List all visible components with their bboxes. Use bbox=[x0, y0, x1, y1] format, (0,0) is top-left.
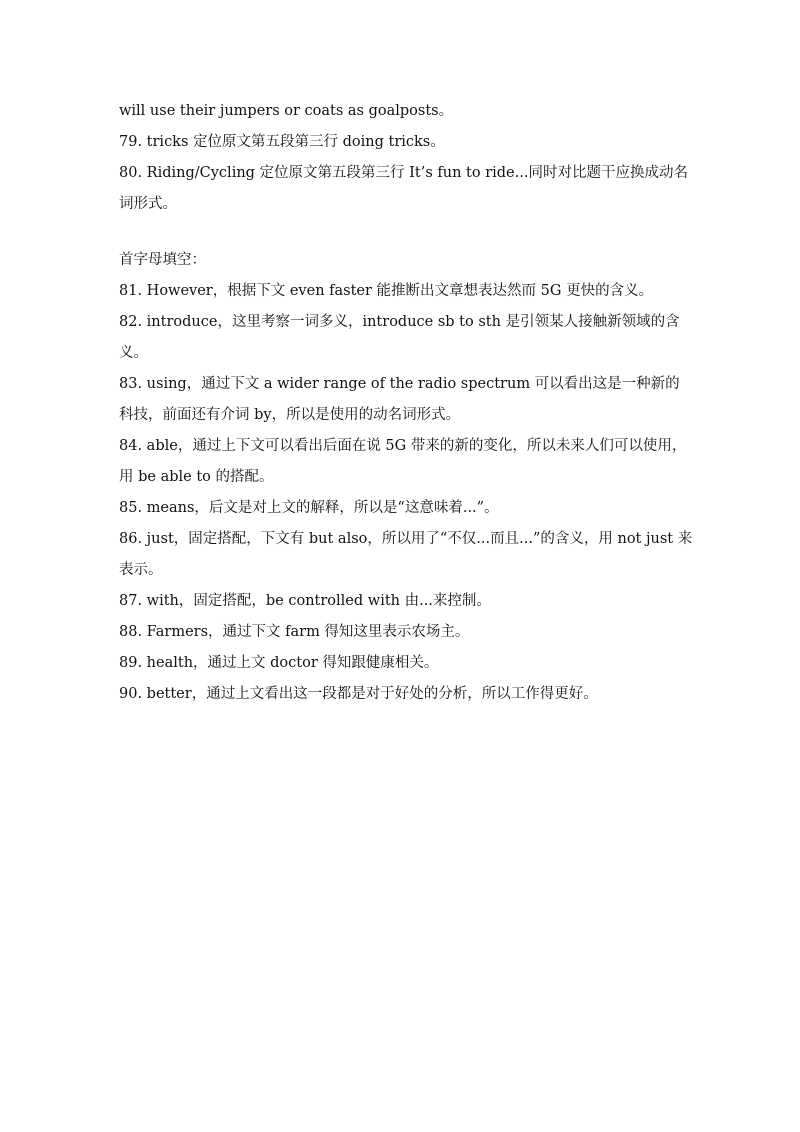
answer-89: 89. health，通过上文 doctor 得知跟健康相关。 bbox=[119, 655, 439, 671]
answer-88: 88. Farmers，通过下文 farm 得知这里表示农场主。 bbox=[119, 624, 470, 640]
answer-82: 82. introduce，这里考察一词多义，introduce sb to sth 是引领某人接触新领域的含义。 bbox=[119, 314, 680, 361]
answer-79: 79. tricks 定位原文第五段第三行 doing tricks。 bbox=[119, 134, 445, 150]
answer-83: 83. using，通过下文 a wider range of the radio spectrum 可以看出这是一种新的科技，前面还有介词 by，所以是使用的动名词形式。 bbox=[119, 376, 680, 423]
answer-90: 90. better，通过上文看出这一段都是对于好处的分析，所以工作得更好。 bbox=[119, 686, 598, 702]
answer-85: 85. means，后文是对上文的解释，所以是“这意味着...”。 bbox=[119, 500, 499, 516]
answer-80: 80. Riding/Cycling 定位原文第五段第三行 It’s fun to ride...同时对比题干应换成动名词形式。 bbox=[119, 165, 688, 212]
answer-86: 86. just，固定搭配，下文有 but also，所以用了“不仅...而且...”的含义，用 not just 来表示。 bbox=[119, 531, 693, 578]
section-gap bbox=[119, 220, 693, 245]
answer-87: 87. with，固定搭配，be controlled with 由...来控制。 bbox=[119, 593, 491, 609]
section-heading: 首字母填空： bbox=[119, 252, 206, 268]
answer-line-continuation: will use their jumpers or coats as goalposts。 bbox=[119, 103, 454, 119]
answer-81: 81. However，根据下文 even faster 能推断出文章想表达然而 5G 更快的含义。 bbox=[119, 283, 654, 299]
answer-84: 84. able，通过上下文可以看出后面在说 5G 带来的新的变化，所以未来人们可以使用，用 be able to 的搭配。 bbox=[119, 438, 687, 485]
page-content bbox=[119, 96, 693, 710]
